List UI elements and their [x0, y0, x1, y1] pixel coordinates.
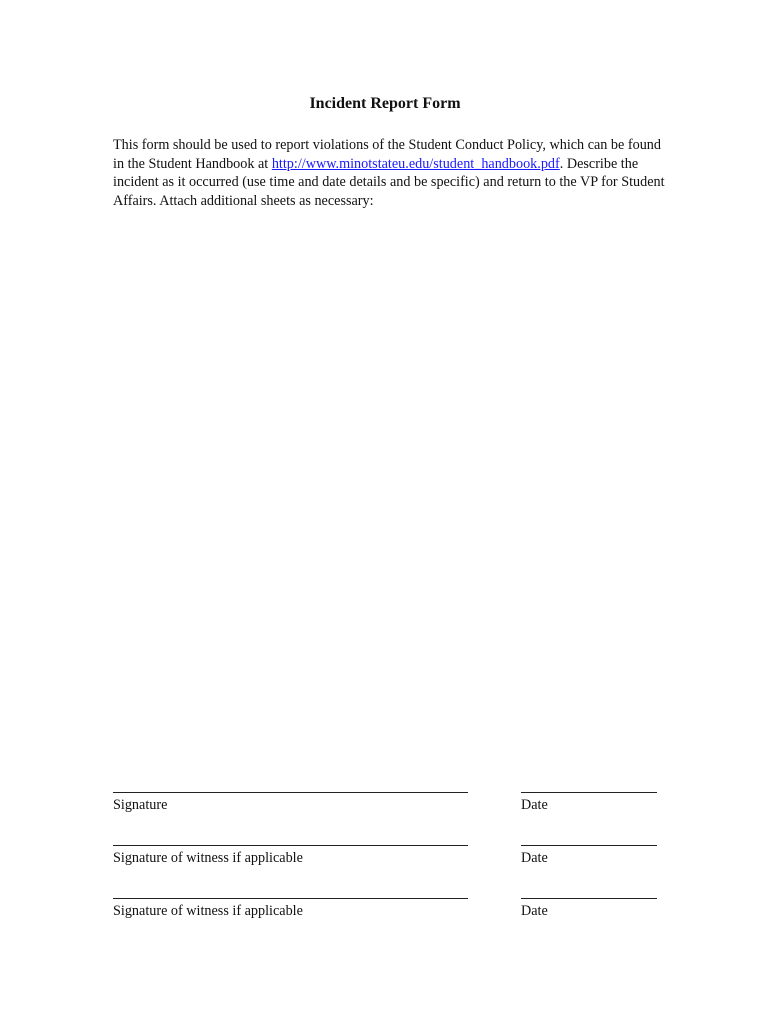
witness-signature-line[interactable]: [113, 898, 468, 899]
witness-signature-line[interactable]: [113, 845, 468, 846]
student-handbook-link[interactable]: http://www.minotstateu.edu/student_handbook.pdf: [271, 155, 560, 172]
instructions-text-before-link: This form should be used to report violations of the Student Conduct Policy, which can be found in the Student Handbook at: [113, 137, 661, 172]
date-line[interactable]: [521, 898, 657, 899]
date-label: Date: [521, 850, 548, 866]
signature-label: Signature: [113, 797, 168, 813]
date-label: Date: [521, 797, 548, 813]
instructions-text-after-link: . Describe the incident as it occurred (use time and date details and be specific) and return to the VP for Student Affairs. Attach additional sheets as necessary:: [113, 155, 665, 209]
witness-signature-label: Signature of witness if applicable: [113, 903, 303, 919]
form-instructions: [113, 136, 673, 210]
signature-line[interactable]: [113, 792, 468, 793]
date-line[interactable]: [521, 792, 657, 793]
form-title: Incident Report Form: [309, 95, 461, 112]
signature-row-3: [0, 898, 770, 928]
date-line[interactable]: [521, 845, 657, 846]
signature-row-2: [0, 845, 770, 875]
signature-row-1: [0, 792, 770, 822]
witness-signature-label: Signature of witness if applicable: [113, 850, 303, 866]
date-label: Date: [521, 903, 548, 919]
